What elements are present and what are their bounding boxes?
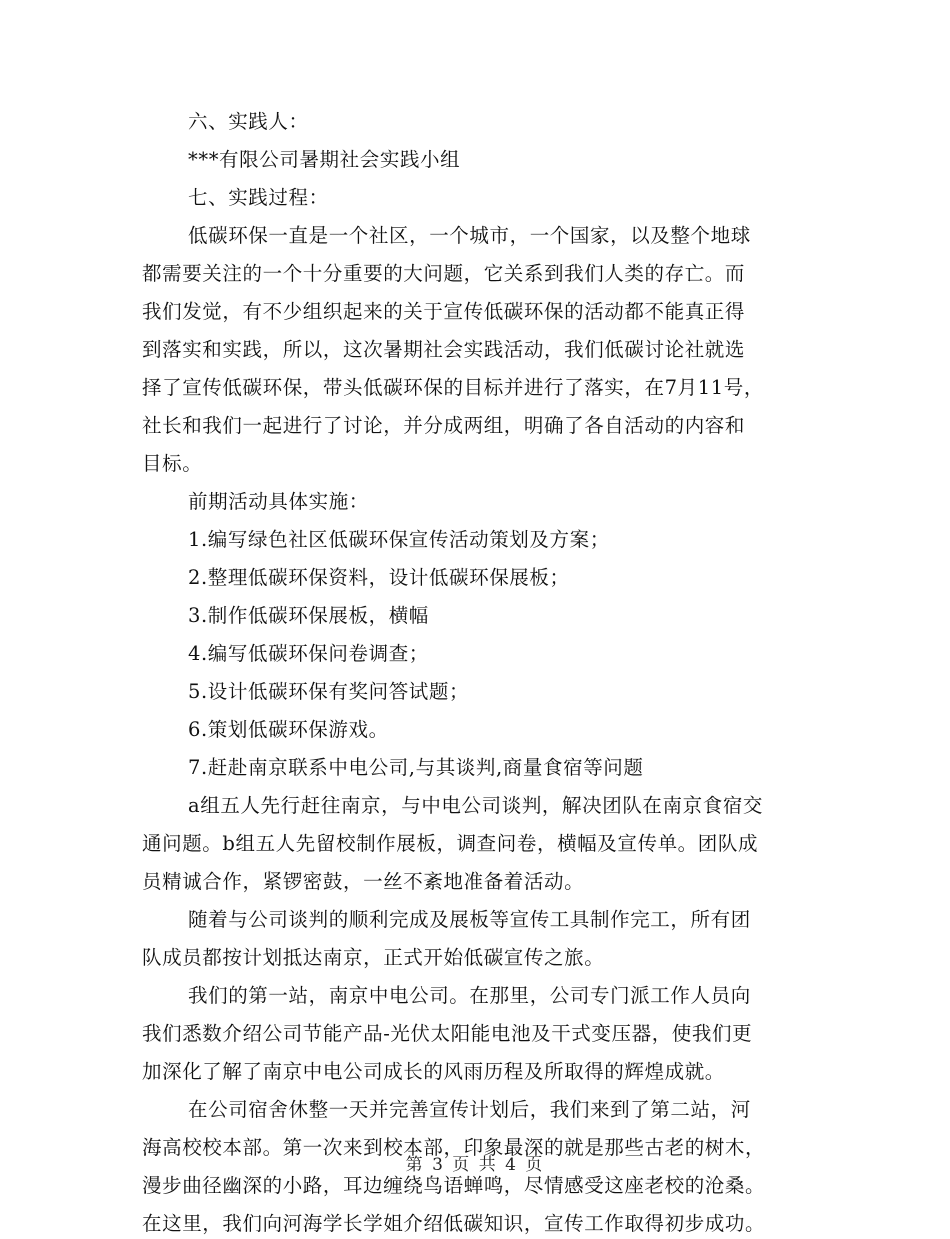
- text-line: ***有限公司暑期社会实践小组: [188, 148, 461, 171]
- text-line: 漫步曲径幽深的小路，耳边缠绕鸟语蝉鸣，尽情感受这座老校的沧桑。: [142, 1174, 766, 1197]
- text-line: 加深化了解了南京中电公司成长的风雨历程及所取得的辉煌成就。: [142, 1060, 725, 1083]
- text-line: 择了宣传低碳环保，带头低碳环保的目标并进行了落实，在7月11号，: [142, 376, 764, 399]
- text-line: 我们发觉，有不少组织起来的关于宣传低碳环保的活动都不能真正得: [142, 300, 746, 323]
- text-line: 队成员都按计划抵达南京，正式开始低碳宣传之旅。: [142, 946, 605, 969]
- text-line: 通问题。b组五人先留校制作展板，调查问卷，横幅及宣传单。团队成: [142, 832, 759, 855]
- text-line: 在这里，我们向河海学长学姐介绍低碳知识，宣传工作取得初步成功。: [142, 1212, 766, 1235]
- text-line: 海高校校本部。第一次来到校本部，印象最深的就是那些古老的树木，: [142, 1136, 766, 1159]
- text-line: 我们的第一站，南京中电公司。在那里，公司专门派工作人员向: [188, 984, 751, 1007]
- list-item: 2.整理低碳环保资料，设计低碳环保展板；: [188, 566, 570, 589]
- list-item: 6.策划低碳环保游戏。: [188, 718, 389, 741]
- list-item: 1.编写绿色社区低碳环保宣传活动策划及方案；: [188, 528, 610, 551]
- text-line: 社长和我们一起进行了讨论，并分成两组，明确了各自活动的内容和: [142, 414, 746, 437]
- text-line: a组五人先行赶往南京，与中电公司谈判，解决团队在南京食宿交: [188, 794, 764, 817]
- list-item: 7.赶赴南京联系中电公司,与其谈判,商量食宿等问题: [188, 756, 644, 779]
- text-line: 都需要关注的一个十分重要的大问题，它关系到我们人类的存亡。而: [142, 262, 746, 285]
- text-line: 我们悉数介绍公司节能产品-光伏太阳能电池及干式变压器，使我们更: [142, 1022, 753, 1045]
- text-line: 员精诚合作，紧锣密鼓，一丝不紊地准备着活动。: [142, 870, 585, 893]
- heading-practitioners: 六、实践人：: [188, 110, 309, 133]
- list-item: 4.编写低碳环保问卷调查；: [188, 642, 429, 665]
- heading-process: 七、实践过程：: [188, 186, 329, 209]
- list-item: 3.制作低碳环保展板，横幅: [188, 604, 429, 627]
- text-line: 低碳环保一直是一个社区，一个城市，一个国家，以及整个地球: [188, 224, 751, 247]
- subheading-early-activities: 前期活动具体实施：: [188, 490, 369, 513]
- page-number: 第 3 页 共 4 页: [405, 1155, 545, 1175]
- text-line: 目标。: [142, 452, 203, 475]
- list-item: 5.设计低碳环保有奖问答试题；: [188, 680, 470, 703]
- text-line: 到落实和实践，所以，这次暑期社会实践活动，我们低碳讨论社就选: [142, 338, 746, 361]
- text-line: 在公司宿舍休整一天并完善宣传计划后，我们来到了第二站，河: [188, 1098, 751, 1121]
- text-line: 随着与公司谈判的顺利完成及展板等宣传工具制作完工，所有团: [188, 908, 751, 931]
